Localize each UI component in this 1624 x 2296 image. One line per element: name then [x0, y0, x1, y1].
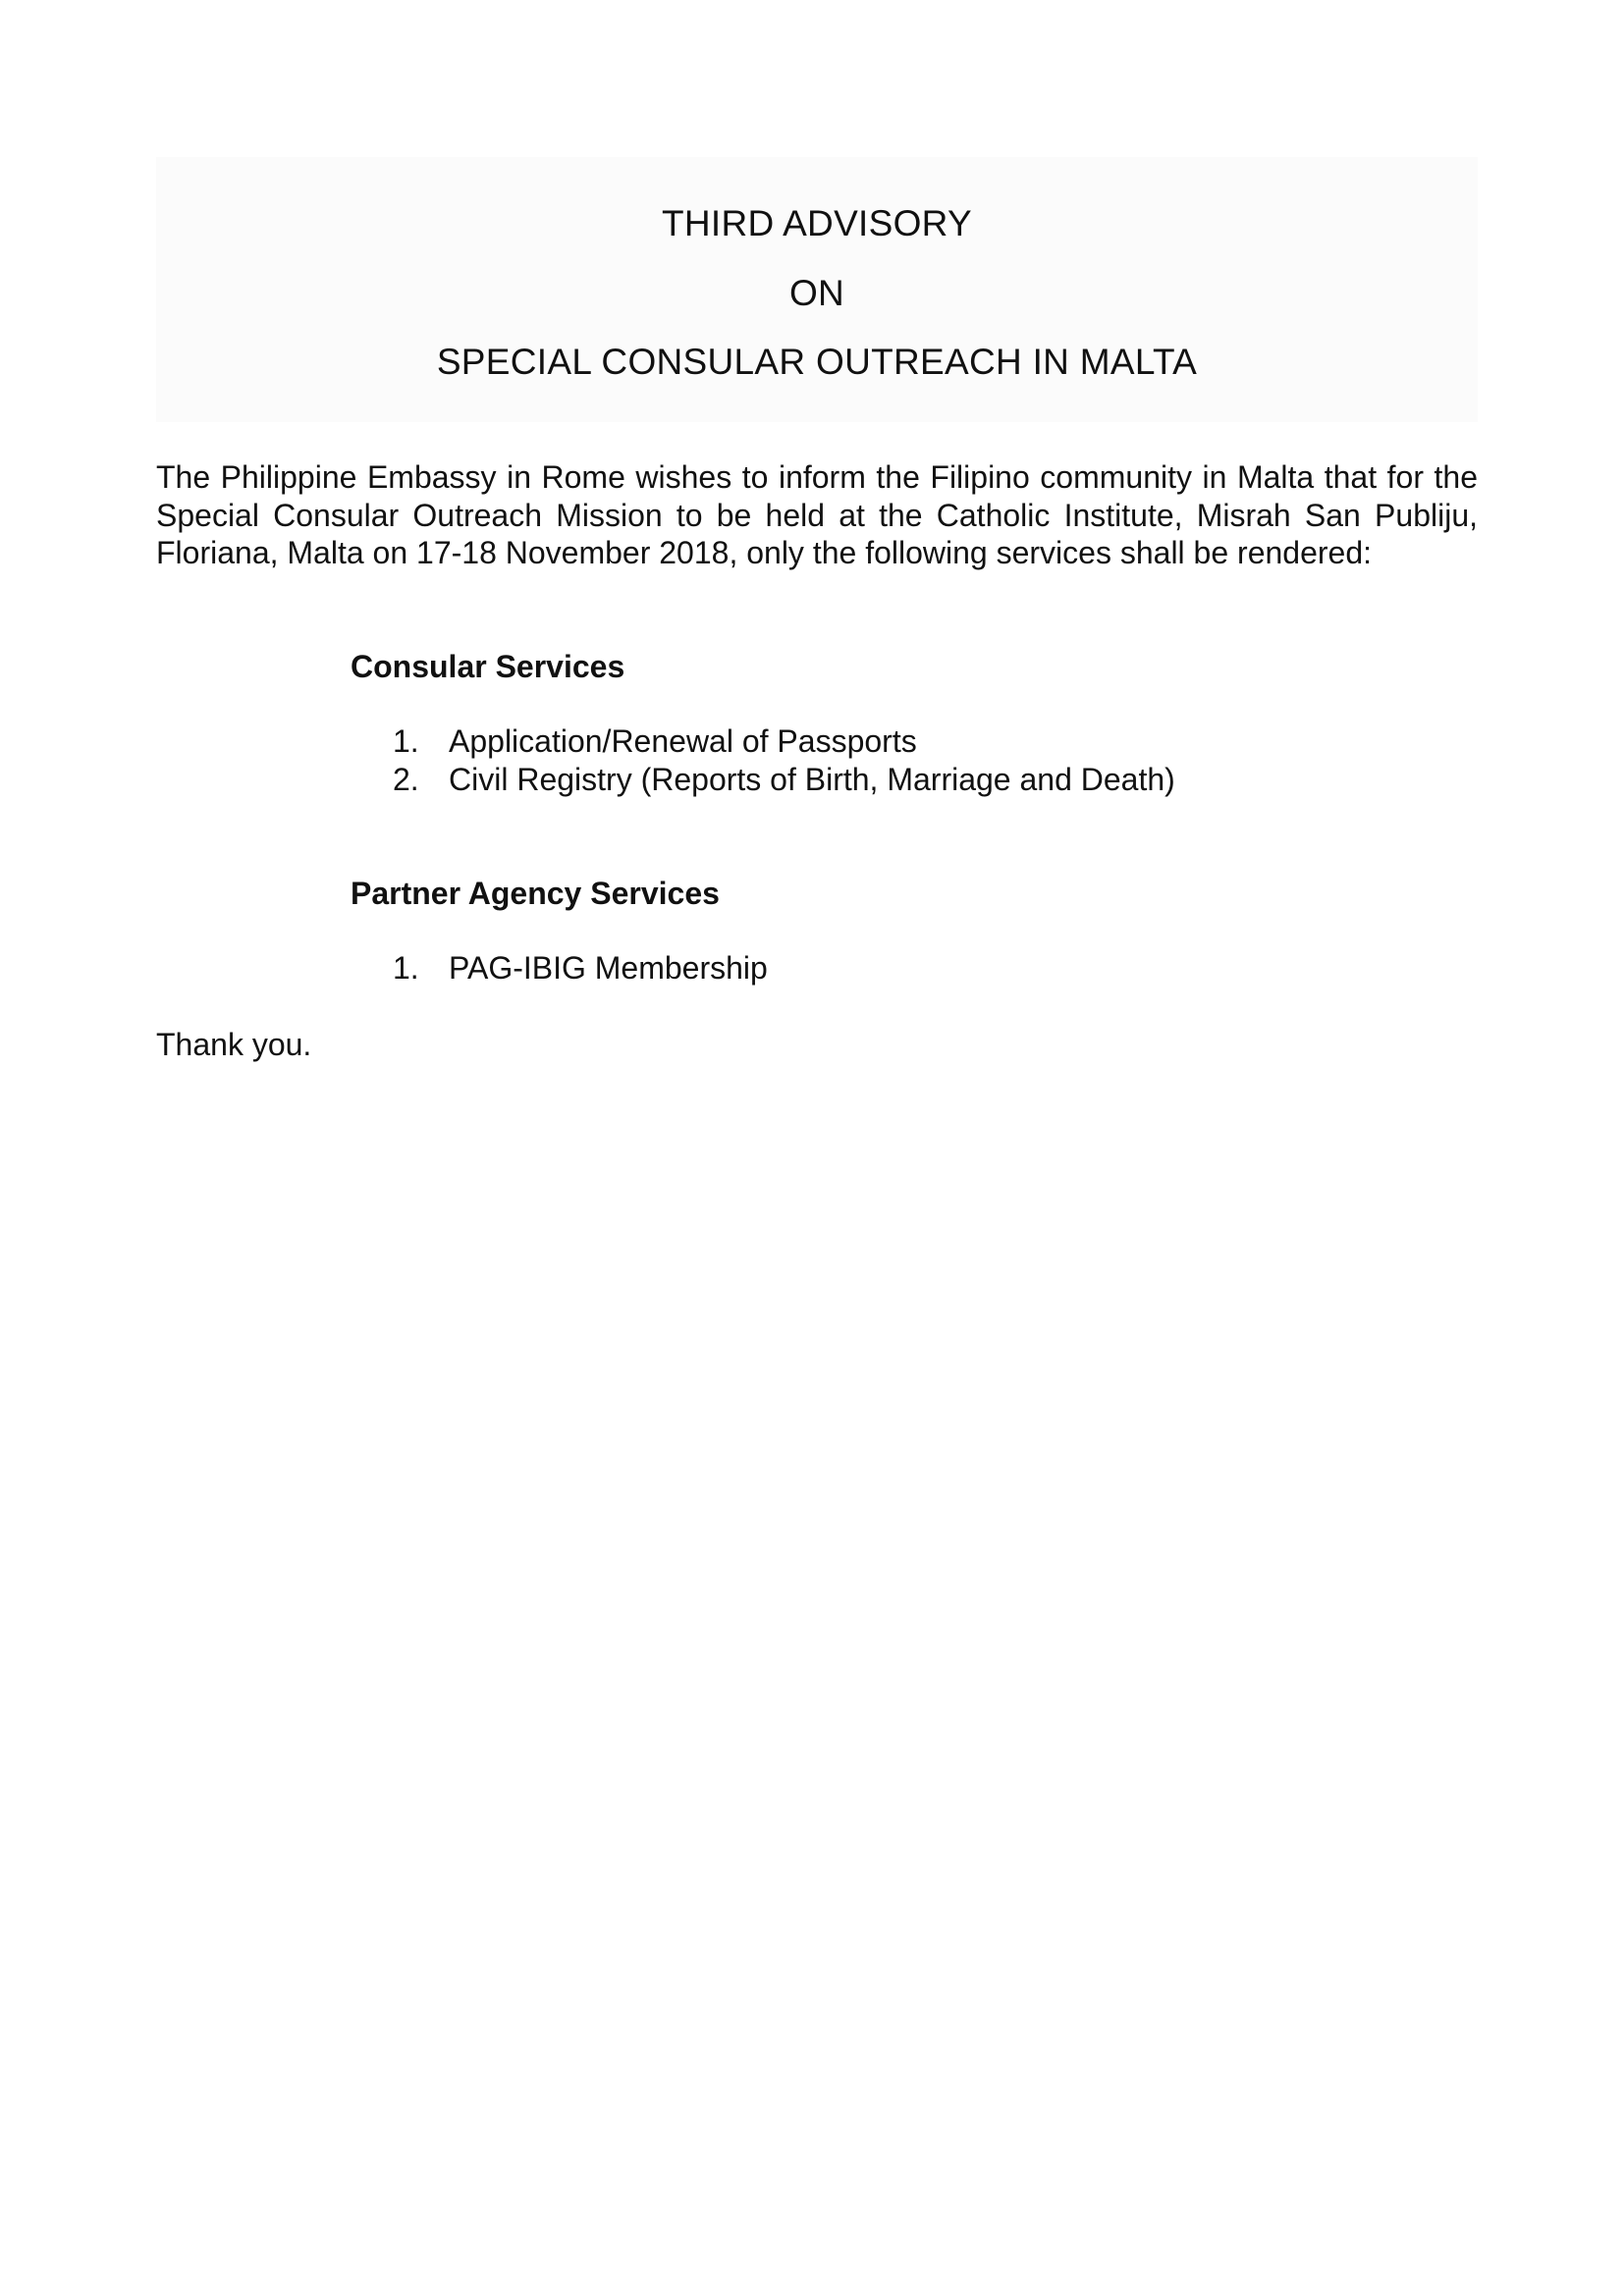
consular-services-heading: Consular Services — [351, 649, 625, 684]
intro-paragraph: The Philippine Embassy in Rome wishes to inform the Filipino community in Malta that for the Special Consular Outreach Mission to be held at the Catholic Institute, Misrah San Publiju, Floriana, Malta on 17-18 November 2018, only the following services shall be rendered: — [156, 459, 1478, 570]
list-item — [393, 761, 1175, 799]
list-item-text: Application/Renewal of Passports — [449, 723, 917, 759]
list-item — [393, 722, 1175, 761]
title-block — [156, 157, 1478, 422]
list-item-text: Civil Registry (Reports of Birth, Marriage and Death) — [449, 761, 1175, 797]
title-line-1: THIRD ADVISORY — [661, 203, 973, 243]
partner-agency-services-heading: Partner Agency Services — [351, 876, 720, 911]
closing-text: Thank you. — [156, 1027, 312, 1062]
list-item-number: 1. — [393, 950, 419, 986]
partner-agency-services-list — [393, 949, 768, 988]
title-line-2: ON — [788, 273, 845, 313]
list-item — [393, 949, 768, 988]
title-line-3: SPECIAL CONSULAR OUTREACH IN MALTA — [436, 342, 1198, 382]
list-item-number: 1. — [393, 723, 419, 759]
consular-services-list — [393, 722, 1175, 798]
list-item-text: PAG-IBIG Membership — [449, 950, 768, 986]
list-item-number: 2. — [393, 761, 419, 797]
